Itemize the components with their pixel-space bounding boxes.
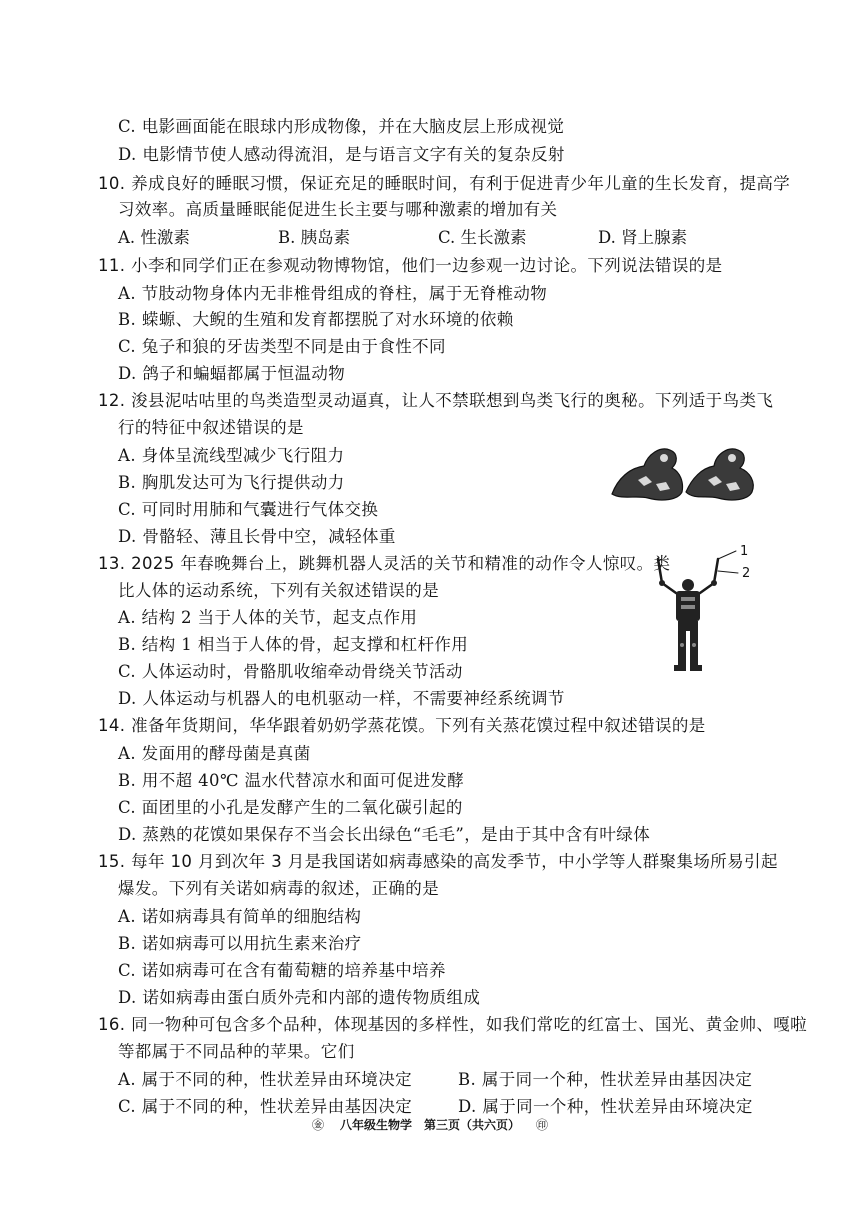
- q14-option-a: A. 发面用的酵母菌是真菌: [118, 744, 311, 763]
- q16-option-a: A. 属于不同的种，性状差异由环境决定: [118, 1070, 413, 1089]
- q13-option-c: C. 人体运动时，骨骼肌收缩牵动骨绕关节活动: [118, 662, 463, 681]
- q14-option-c: C. 面团里的小孔是发酵产生的二氧化碳引起的: [118, 798, 463, 817]
- q13-option-b: B. 结构 1 相当于人体的骨，起支撑和杠杆作用: [118, 635, 469, 654]
- q12-option-a: A. 身体呈流线型减少飞行阻力: [118, 446, 345, 465]
- q11-option-b: B. 蝾螈、大鲵的生殖和发育都摆脱了对水环境的依赖: [118, 310, 514, 329]
- q13-stem-line1: 13. 2025 年春晚舞台上，跳舞机器人灵活的关节和精准的动作令人惊叹。类: [98, 554, 671, 573]
- q10-stem-line2: 习效率。高质量睡眠能促进生长主要与哪种激素的增加有关: [118, 200, 558, 219]
- footer-page-info: 八年级生物学 第三页（共六页）: [339, 1118, 520, 1132]
- q12-option-b: B. 胸肌发达可为飞行提供动力: [118, 473, 345, 492]
- q16-stem-line2: 等都属于不同品种的苹果。它们: [118, 1042, 355, 1061]
- q15-stem-line1: 15. 每年 10 月到次年 3 月是我国诺如病毒感染的高发季节，中小学等人群聚集场所易引起: [98, 852, 778, 871]
- robot-label-2: 2: [742, 566, 751, 581]
- q10-stem-line1: 10. 养成良好的睡眠习惯，保证充足的睡眠时间，有利于促进青少年儿童的生长发育，提高学: [98, 174, 791, 193]
- q12-stem-line1: 12. 浚县泥咕咕里的鸟类造型灵动逼真，让人不禁联想到鸟类飞行的奥秘。下列适于鸟类飞: [98, 391, 774, 410]
- q16-option-b: B. 属于同一个种，性状差异由基因决定: [458, 1070, 753, 1089]
- q14-option-d: D. 蒸熟的花馍如果保存不当会长出绿色“毛毛”，是由于其中含有叶绿体: [118, 825, 651, 844]
- q13-option-d: D. 人体运动与机器人的电机驱动一样，不需要神经系统调节: [118, 689, 565, 708]
- q15-option-d: D. 诺如病毒由蛋白质外壳和内部的遗传物质组成: [118, 988, 481, 1007]
- q16-stem-line1: 16. 同一物种可包含多个品种，体现基因的多样性，如我们常吃的红富士、国光、黄金帅、嘎啦: [98, 1015, 808, 1034]
- q15-stem-line2: 爆发。下列有关诺如病毒的叙述，正确的是: [118, 879, 440, 898]
- q11-option-d: D. 鸽子和蝙蝠都属于恒温动物: [118, 364, 346, 383]
- footer-left-mark: ㊎: [311, 1118, 324, 1132]
- q11-stem: 11. 小李和同学们正在参观动物博物馆，他们一边参观一边讨论。下列说法错误的是: [98, 256, 723, 275]
- page-footer: [0, 1116, 860, 1133]
- q9-option-c: C. 电影画面能在眼球内形成物像，并在大脑皮层上形成视觉: [118, 117, 565, 136]
- q10-option-c: C. 生长激素: [438, 228, 527, 247]
- robot-figure: [640, 545, 750, 685]
- q9-option-d: D. 电影情节使人感动得流泪，是与语言文字有关的复杂反射: [118, 145, 565, 164]
- q10-option-b: B. 胰岛素: [278, 228, 351, 247]
- q14-option-b: B. 用不超 40℃ 温水代替凉水和面可促进发酵: [118, 771, 465, 790]
- q15-option-b: B. 诺如病毒可以用抗生素来治疗: [118, 934, 362, 953]
- clay-bird-figure: [608, 438, 758, 508]
- q13-stem-line2: 比人体的运动系统，下列有关叙述错误的是: [118, 581, 440, 600]
- q16-option-c: C. 属于不同的种，性状差异由基因决定: [118, 1097, 413, 1116]
- q10-option-d: D. 肾上腺素: [598, 228, 688, 247]
- q11-option-c: C. 兔子和狼的牙齿类型不同是由于食性不同: [118, 337, 446, 356]
- q12-option-c: C. 可同时用肺和气囊进行气体交换: [118, 500, 379, 519]
- q11-option-a: A. 节肢动物身体内无非椎骨组成的脊柱，属于无脊椎动物: [118, 284, 548, 303]
- q12-stem-line2: 行的特征中叙述错误的是: [118, 418, 304, 437]
- q15-option-c: C. 诺如病毒可在含有葡萄糖的培养基中培养: [118, 961, 446, 980]
- robot-label-1: 1: [740, 544, 749, 559]
- q15-option-a: A. 诺如病毒具有简单的细胞结构: [118, 907, 362, 926]
- q10-option-a: A. 性激素: [118, 228, 190, 247]
- q16-option-d: D. 属于同一个种，性状差异由环境决定: [458, 1097, 753, 1116]
- q10-options: [118, 226, 758, 250]
- q14-stem: 14. 准备年货期间，华华跟着奶奶学蒸花馍。下列有关蒸花馍过程中叙述错误的是: [98, 716, 706, 735]
- footer-right-mark: ㊞: [536, 1118, 549, 1132]
- q13-option-a: A. 结构 2 当于人体的关节，起支点作用: [118, 608, 418, 627]
- q12-option-d: D. 骨骼轻、薄且长骨中空，减轻体重: [118, 527, 396, 546]
